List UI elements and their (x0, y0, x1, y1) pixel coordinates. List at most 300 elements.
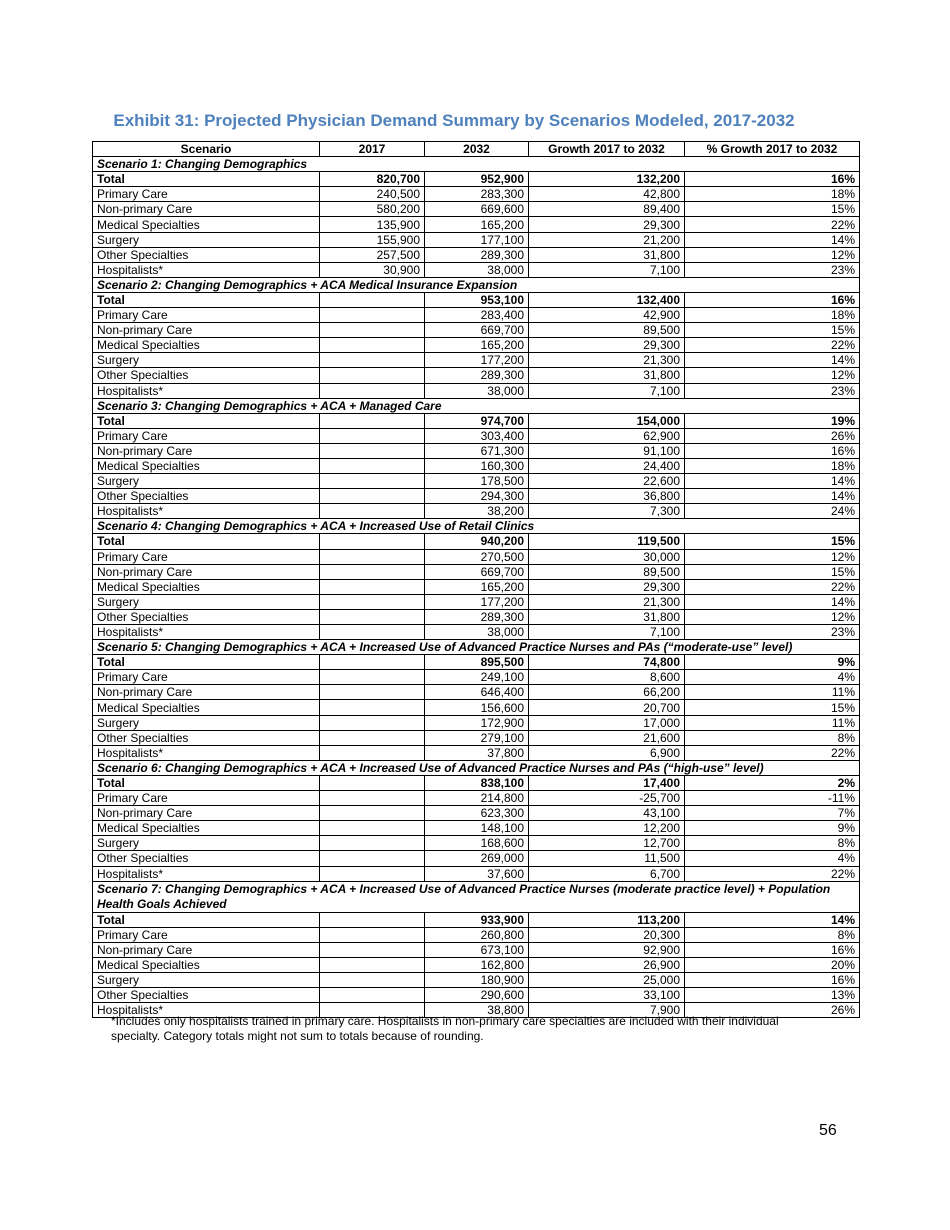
row-label: Surgery (93, 232, 320, 247)
row-label: Medical Specialties (93, 700, 320, 715)
row-label: Primary Care (93, 791, 320, 806)
row-label: Medical Specialties (93, 458, 320, 473)
row-label: Other Specialties (93, 730, 320, 745)
table-row (93, 247, 860, 262)
cell-growth: 36,800 (529, 489, 685, 504)
row-label: Primary Care (93, 549, 320, 564)
cell-y2032: 148,100 (425, 821, 529, 836)
row-label: Surgery (93, 594, 320, 609)
cell-y2032: 933,900 (425, 912, 529, 927)
table-row (93, 821, 860, 836)
scenario-heading: Scenario 3: Changing Demographics + ACA + Managed Care (93, 398, 860, 413)
row-label: Hospitalists* (93, 504, 320, 519)
cell-growth: 91,100 (529, 443, 685, 458)
cell-pct: 22% (685, 338, 860, 353)
cell-pct: 18% (685, 308, 860, 323)
cell-y2032: 180,900 (425, 972, 529, 987)
cell-growth: 66,200 (529, 685, 685, 700)
cell-growth: 6,900 (529, 745, 685, 760)
cell-pct: 8% (685, 730, 860, 745)
table-row (93, 428, 860, 443)
cell-pct: 16% (685, 972, 860, 987)
scenario-heading-row (93, 398, 860, 413)
cell-growth: 29,300 (529, 338, 685, 353)
cell-growth: 43,100 (529, 806, 685, 821)
cell-growth: 29,300 (529, 579, 685, 594)
cell-pct: 24% (685, 504, 860, 519)
table-row (93, 368, 860, 383)
table-row (93, 655, 860, 670)
cell-y2032: 940,200 (425, 534, 529, 549)
table-row (93, 413, 860, 428)
cell-pct: 12% (685, 549, 860, 564)
table-row (93, 202, 860, 217)
table-row (93, 745, 860, 760)
cell-y2032: 974,700 (425, 413, 529, 428)
cell-pct: 11% (685, 715, 860, 730)
scenario-heading-row (93, 157, 860, 172)
cell-y2032: 283,400 (425, 308, 529, 323)
row-label: Primary Care (93, 308, 320, 323)
row-label: Non-primary Care (93, 564, 320, 579)
cell-y2032: 177,200 (425, 594, 529, 609)
table-row (93, 866, 860, 881)
scenario-heading: Scenario 1: Changing Demographics (93, 157, 860, 172)
cell-pct: 14% (685, 912, 860, 927)
cell-y2032: 952,900 (425, 172, 529, 187)
cell-growth: 11,500 (529, 851, 685, 866)
cell-y2017 (320, 323, 425, 338)
cell-y2032: 38,800 (425, 1003, 529, 1018)
cell-y2017 (320, 443, 425, 458)
table-row (93, 625, 860, 640)
row-label: Non-primary Care (93, 942, 320, 957)
table-row (93, 564, 860, 579)
cell-y2017 (320, 308, 425, 323)
cell-growth: 42,900 (529, 308, 685, 323)
cell-y2032: 178,500 (425, 474, 529, 489)
cell-y2032: 177,100 (425, 232, 529, 247)
row-label: Non-primary Care (93, 323, 320, 338)
cell-growth: 29,300 (529, 217, 685, 232)
row-label: Total (93, 413, 320, 428)
row-label: Hospitalists* (93, 625, 320, 640)
cell-y2017 (320, 685, 425, 700)
cell-growth: 89,500 (529, 323, 685, 338)
cell-growth: 25,000 (529, 972, 685, 987)
cell-pct: 19% (685, 413, 860, 428)
cell-y2017 (320, 594, 425, 609)
cell-growth: 21,300 (529, 594, 685, 609)
table-row (93, 972, 860, 987)
scenario-heading: Scenario 6: Changing Demographics + ACA + Increased Use of Advanced Practice Nurses and PAs (“high-use” level) (93, 760, 860, 775)
table-row (93, 775, 860, 790)
cell-y2032: 669,700 (425, 564, 529, 579)
cell-y2032: 38,200 (425, 504, 529, 519)
cell-pct: 15% (685, 202, 860, 217)
cell-pct: 16% (685, 942, 860, 957)
scenario-heading-row (93, 519, 860, 534)
cell-y2017 (320, 489, 425, 504)
footnote: *Includes only hospitalists trained in primary care. Hospitalists in non-primary care specialties are included with their individual specialty. Category totals might not sum to totals because of rounding. (111, 1014, 779, 1043)
scenario-heading-row (93, 881, 860, 912)
cell-growth: 132,200 (529, 172, 685, 187)
cell-growth: 21,300 (529, 353, 685, 368)
cell-y2032: 38,000 (425, 262, 529, 277)
cell-growth: 74,800 (529, 655, 685, 670)
cell-y2017 (320, 625, 425, 640)
row-label: Total (93, 534, 320, 549)
cell-pct: 23% (685, 625, 860, 640)
cell-y2032: 838,100 (425, 775, 529, 790)
cell-growth: 62,900 (529, 428, 685, 443)
page-number: 56 (819, 1122, 837, 1139)
cell-y2017 (320, 851, 425, 866)
row-label: Total (93, 912, 320, 927)
cell-y2017: 820,700 (320, 172, 425, 187)
cell-y2032: 260,800 (425, 927, 529, 942)
cell-pct: 16% (685, 443, 860, 458)
cell-pct: 2% (685, 775, 860, 790)
cell-pct: 15% (685, 700, 860, 715)
cell-pct: 16% (685, 172, 860, 187)
cell-pct: 13% (685, 988, 860, 1003)
cell-y2017 (320, 428, 425, 443)
table-row (93, 534, 860, 549)
cell-y2032: 289,300 (425, 609, 529, 624)
table-row (93, 458, 860, 473)
cell-growth: 20,300 (529, 927, 685, 942)
cell-pct: 14% (685, 232, 860, 247)
cell-y2032: 37,800 (425, 745, 529, 760)
cell-y2017 (320, 579, 425, 594)
cell-y2032: 953,100 (425, 292, 529, 307)
cell-pct: 8% (685, 927, 860, 942)
scenario-heading: Scenario 7: Changing Demographics + ACA + Increased Use of Advanced Practice Nurses (moderate practice level) + Population Health Goals Achieved (93, 881, 860, 912)
cell-pct: 15% (685, 564, 860, 579)
cell-pct: 26% (685, 428, 860, 443)
cell-growth: 24,400 (529, 458, 685, 473)
table-row (93, 474, 860, 489)
cell-y2032: 214,800 (425, 791, 529, 806)
cell-y2017 (320, 383, 425, 398)
scenario-heading: Scenario 2: Changing Demographics + ACA Medical Insurance Expansion (93, 277, 860, 292)
table-row (93, 308, 860, 323)
row-label: Primary Care (93, 428, 320, 443)
row-label: Non-primary Care (93, 685, 320, 700)
cell-y2017 (320, 534, 425, 549)
table-row (93, 232, 860, 247)
cell-y2017 (320, 564, 425, 579)
table-row (93, 172, 860, 187)
row-label: Medical Specialties (93, 957, 320, 972)
cell-growth: 42,800 (529, 187, 685, 202)
cell-y2017 (320, 715, 425, 730)
scenario-heading-row (93, 277, 860, 292)
cell-pct: 22% (685, 745, 860, 760)
cell-y2032: 294,300 (425, 489, 529, 504)
cell-y2017 (320, 972, 425, 987)
row-label: Primary Care (93, 670, 320, 685)
cell-y2017: 580,200 (320, 202, 425, 217)
cell-growth: 30,000 (529, 549, 685, 564)
cell-y2032: 156,600 (425, 700, 529, 715)
cell-growth: 7,100 (529, 262, 685, 277)
table-row (93, 504, 860, 519)
cell-y2032: 269,000 (425, 851, 529, 866)
cell-y2017 (320, 791, 425, 806)
row-label: Primary Care (93, 187, 320, 202)
table-row (93, 942, 860, 957)
cell-y2032: 671,300 (425, 443, 529, 458)
cell-y2017 (320, 988, 425, 1003)
cell-y2032: 669,600 (425, 202, 529, 217)
table-row (93, 609, 860, 624)
table-row (93, 443, 860, 458)
cell-y2017 (320, 292, 425, 307)
row-label: Surgery (93, 353, 320, 368)
column-header: Scenario (93, 142, 320, 157)
row-label: Hospitalists* (93, 262, 320, 277)
cell-y2032: 165,200 (425, 217, 529, 232)
cell-pct: 12% (685, 609, 860, 624)
table-body (93, 157, 860, 1018)
table-row (93, 579, 860, 594)
cell-pct: 22% (685, 217, 860, 232)
scenario-heading-row (93, 640, 860, 655)
cell-growth: 89,500 (529, 564, 685, 579)
cell-growth: 26,900 (529, 957, 685, 972)
cell-y2032: 165,200 (425, 338, 529, 353)
cell-growth: 33,100 (529, 988, 685, 1003)
row-label: Other Specialties (93, 851, 320, 866)
cell-y2032: 289,300 (425, 247, 529, 262)
cell-pct: 14% (685, 489, 860, 504)
cell-growth: -25,700 (529, 791, 685, 806)
cell-pct: 14% (685, 474, 860, 489)
row-label: Surgery (93, 836, 320, 851)
cell-y2032: 168,600 (425, 836, 529, 851)
cell-y2017 (320, 368, 425, 383)
cell-growth: 7,900 (529, 1003, 685, 1018)
row-label: Total (93, 655, 320, 670)
scenario-heading: Scenario 4: Changing Demographics + ACA + Increased Use of Retail Clinics (93, 519, 860, 534)
cell-y2032: 38,000 (425, 383, 529, 398)
row-label: Hospitalists* (93, 383, 320, 398)
cell-y2032: 249,100 (425, 670, 529, 685)
cell-pct: 9% (685, 655, 860, 670)
cell-pct: 22% (685, 579, 860, 594)
cell-y2032: 673,100 (425, 942, 529, 957)
cell-y2032: 290,600 (425, 988, 529, 1003)
cell-pct: 15% (685, 323, 860, 338)
cell-pct: 14% (685, 353, 860, 368)
table-row (93, 383, 860, 398)
cell-y2032: 895,500 (425, 655, 529, 670)
cell-y2032: 162,800 (425, 957, 529, 972)
row-label: Non-primary Care (93, 806, 320, 821)
table-row (93, 338, 860, 353)
row-label: Total (93, 292, 320, 307)
cell-growth: 132,400 (529, 292, 685, 307)
cell-pct: 4% (685, 670, 860, 685)
cell-pct: 7% (685, 806, 860, 821)
cell-y2032: 172,900 (425, 715, 529, 730)
cell-y2032: 279,100 (425, 730, 529, 745)
row-label: Total (93, 775, 320, 790)
cell-y2017 (320, 957, 425, 972)
cell-pct: 14% (685, 594, 860, 609)
table-row (93, 836, 860, 851)
cell-growth: 20,700 (529, 700, 685, 715)
scenario-heading-row (93, 760, 860, 775)
cell-growth: 92,900 (529, 942, 685, 957)
table-row (93, 187, 860, 202)
cell-growth: 6,700 (529, 866, 685, 881)
cell-y2032: 289,300 (425, 368, 529, 383)
column-header: Growth 2017 to 2032 (529, 142, 685, 157)
cell-growth: 12,200 (529, 821, 685, 836)
cell-growth: 119,500 (529, 534, 685, 549)
cell-growth: 7,100 (529, 383, 685, 398)
cell-growth: 7,100 (529, 625, 685, 640)
cell-y2017 (320, 866, 425, 881)
cell-y2017 (320, 549, 425, 564)
cell-y2017 (320, 609, 425, 624)
table-row (93, 715, 860, 730)
cell-pct: 12% (685, 247, 860, 262)
cell-pct: 12% (685, 368, 860, 383)
cell-y2032: 669,700 (425, 323, 529, 338)
cell-growth: 7,300 (529, 504, 685, 519)
table-header-row (93, 142, 860, 157)
table-row (93, 791, 860, 806)
row-label: Medical Specialties (93, 821, 320, 836)
cell-y2032: 646,400 (425, 685, 529, 700)
cell-pct: 11% (685, 685, 860, 700)
row-label: Primary Care (93, 927, 320, 942)
cell-y2032: 38,000 (425, 625, 529, 640)
table-row (93, 670, 860, 685)
exhibit-title: Exhibit 31: Projected Physician Demand Summary by Scenarios Modeled, 2017-2032 (113, 111, 795, 130)
cell-y2017: 240,500 (320, 187, 425, 202)
cell-y2017 (320, 655, 425, 670)
column-header: % Growth 2017 to 2032 (685, 142, 860, 157)
cell-growth: 12,700 (529, 836, 685, 851)
cell-growth: 17,400 (529, 775, 685, 790)
cell-y2017 (320, 836, 425, 851)
cell-growth: 31,800 (529, 247, 685, 262)
cell-pct: 4% (685, 851, 860, 866)
cell-y2017 (320, 504, 425, 519)
cell-y2017 (320, 730, 425, 745)
cell-pct: 23% (685, 383, 860, 398)
cell-y2032: 177,200 (425, 353, 529, 368)
cell-pct: 15% (685, 534, 860, 549)
cell-y2017 (320, 821, 425, 836)
column-header: 2017 (320, 142, 425, 157)
cell-pct: 8% (685, 836, 860, 851)
cell-y2017 (320, 942, 425, 957)
cell-y2017: 155,900 (320, 232, 425, 247)
row-label: Surgery (93, 715, 320, 730)
cell-y2017 (320, 700, 425, 715)
row-label: Other Specialties (93, 247, 320, 262)
row-label: Medical Specialties (93, 579, 320, 594)
cell-growth: 21,200 (529, 232, 685, 247)
cell-y2017 (320, 775, 425, 790)
cell-pct: 22% (685, 866, 860, 881)
table-row (93, 594, 860, 609)
scenario-heading: Scenario 5: Changing Demographics + ACA + Increased Use of Advanced Practice Nurses and PAs (“moderate-use” level) (93, 640, 860, 655)
row-label: Non-primary Care (93, 202, 320, 217)
cell-y2017 (320, 458, 425, 473)
cell-growth: 21,600 (529, 730, 685, 745)
row-label: Surgery (93, 474, 320, 489)
cell-y2017 (320, 413, 425, 428)
cell-y2032: 303,400 (425, 428, 529, 443)
cell-pct: 9% (685, 821, 860, 836)
cell-y2032: 283,300 (425, 187, 529, 202)
row-label: Hospitalists* (93, 866, 320, 881)
row-label: Other Specialties (93, 489, 320, 504)
cell-y2017 (320, 670, 425, 685)
column-header: 2032 (425, 142, 529, 157)
cell-pct: 26% (685, 1003, 860, 1018)
cell-y2032: 165,200 (425, 579, 529, 594)
table-row (93, 730, 860, 745)
table-row (93, 851, 860, 866)
cell-y2017: 30,900 (320, 262, 425, 277)
table-row (93, 323, 860, 338)
cell-pct: 18% (685, 458, 860, 473)
table-row (93, 927, 860, 942)
cell-y2017 (320, 912, 425, 927)
table-row (93, 988, 860, 1003)
table-row (93, 912, 860, 927)
cell-growth: 17,000 (529, 715, 685, 730)
row-label: Non-primary Care (93, 443, 320, 458)
table-row (93, 292, 860, 307)
cell-y2032: 270,500 (425, 549, 529, 564)
table-row (93, 700, 860, 715)
table-row (93, 262, 860, 277)
cell-y2032: 37,600 (425, 866, 529, 881)
table-row (93, 489, 860, 504)
cell-y2032: 623,300 (425, 806, 529, 821)
cell-y2032: 160,300 (425, 458, 529, 473)
table-row (93, 549, 860, 564)
row-label: Other Specialties (93, 988, 320, 1003)
row-label: Medical Specialties (93, 217, 320, 232)
table-row (93, 806, 860, 821)
cell-y2017 (320, 353, 425, 368)
cell-growth: 8,600 (529, 670, 685, 685)
table-row (93, 217, 860, 232)
table-row (93, 685, 860, 700)
cell-growth: 89,400 (529, 202, 685, 217)
cell-y2017 (320, 806, 425, 821)
cell-pct: 16% (685, 292, 860, 307)
cell-y2017: 257,500 (320, 247, 425, 262)
row-label: Other Specialties (93, 368, 320, 383)
cell-y2017 (320, 338, 425, 353)
cell-y2017 (320, 474, 425, 489)
row-label: Total (93, 172, 320, 187)
cell-y2017 (320, 745, 425, 760)
physician-demand-table (92, 141, 860, 1018)
row-label: Other Specialties (93, 609, 320, 624)
